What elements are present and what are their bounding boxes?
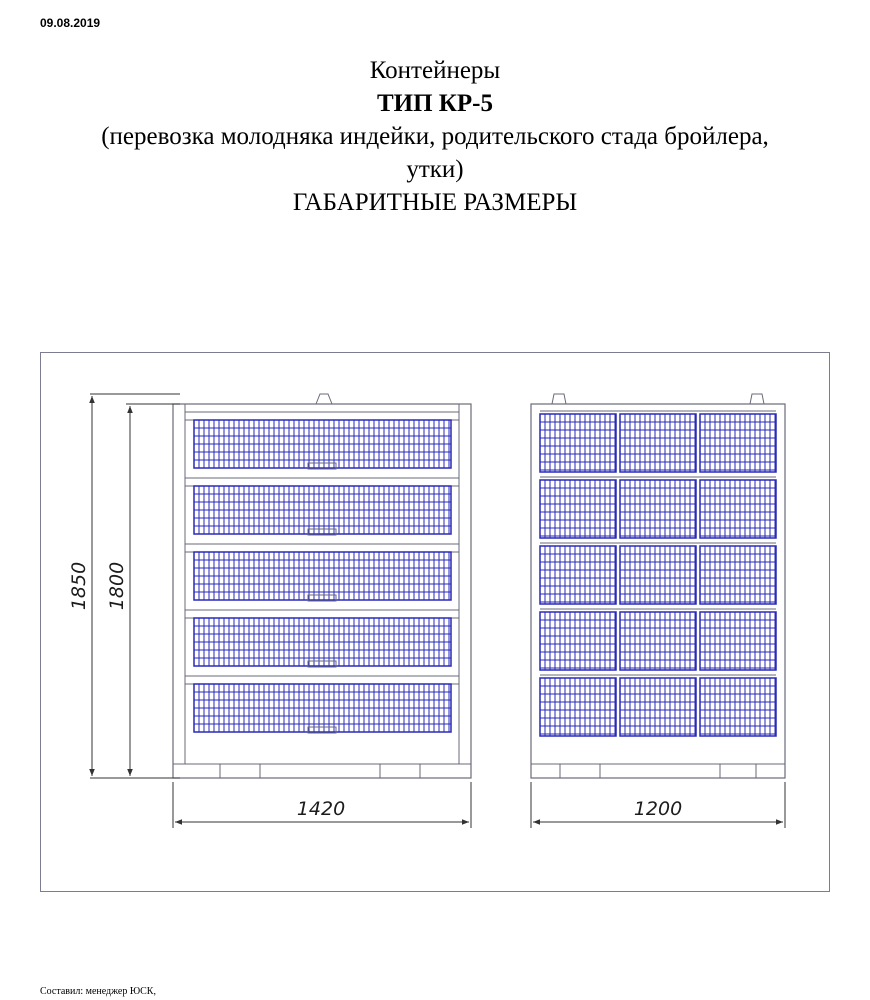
side-pallet-base bbox=[173, 764, 471, 778]
dim-label-overall-height: 1850 bbox=[68, 561, 90, 611]
front-mesh-cell bbox=[620, 612, 696, 670]
front-lift-eye-right bbox=[750, 394, 764, 404]
front-mesh-cell bbox=[700, 612, 776, 670]
front-mesh-cell bbox=[540, 612, 616, 670]
title-line-type: ТИП КР-5 bbox=[376, 90, 494, 117]
dim-label-inner-height: 1800 bbox=[106, 561, 128, 611]
side-tier-rail bbox=[185, 610, 459, 618]
front-mesh-cell bbox=[540, 480, 616, 538]
front-mesh-cell bbox=[700, 480, 776, 538]
dim-label-side-width: 1420 bbox=[296, 798, 346, 820]
side-tier-rail bbox=[185, 478, 459, 486]
title-line-containers: Контейнеры bbox=[369, 57, 501, 84]
front-mesh-cell bbox=[620, 480, 696, 538]
technical-drawing bbox=[40, 352, 830, 892]
title-line-purpose: (перевозка молодняка индейки, родительского стада бройлера, bbox=[101, 123, 769, 150]
front-view bbox=[531, 394, 785, 778]
front-pallet-base bbox=[531, 764, 785, 778]
side-mesh-tier bbox=[194, 684, 451, 732]
side-mesh-tier bbox=[194, 486, 451, 534]
title-line-dimensions: ГАБАРИТНЫЕ РАЗМЕРЫ bbox=[292, 189, 578, 216]
front-mesh-cell bbox=[620, 546, 696, 604]
side-mesh-tier bbox=[194, 552, 451, 600]
front-mesh-cell bbox=[700, 414, 776, 472]
front-mesh-cell bbox=[620, 678, 696, 736]
front-mesh-cell bbox=[540, 546, 616, 604]
footer-compiled-by: Составил: менеджер ЮСК, bbox=[40, 986, 156, 997]
front-mesh-cell bbox=[620, 414, 696, 472]
document-title bbox=[0, 54, 870, 219]
front-lift-eye-left bbox=[552, 394, 566, 404]
front-mesh-cell bbox=[540, 414, 616, 472]
document-date: 09.08.2019 bbox=[40, 16, 101, 30]
side-mesh-tier bbox=[194, 618, 451, 666]
side-view bbox=[173, 394, 471, 778]
dim-label-front-width: 1200 bbox=[633, 798, 683, 820]
front-mesh-cell bbox=[700, 546, 776, 604]
side-tier-rail bbox=[185, 412, 459, 420]
front-outer-frame bbox=[531, 404, 785, 778]
side-mesh-tier bbox=[194, 420, 451, 468]
title-line-purpose-cont: утки) bbox=[406, 156, 464, 183]
side-tier-rail bbox=[185, 676, 459, 684]
front-mesh-cell bbox=[700, 678, 776, 736]
front-mesh-cell bbox=[540, 678, 616, 736]
side-tier-rail bbox=[185, 544, 459, 552]
side-lift-eye bbox=[316, 394, 332, 404]
